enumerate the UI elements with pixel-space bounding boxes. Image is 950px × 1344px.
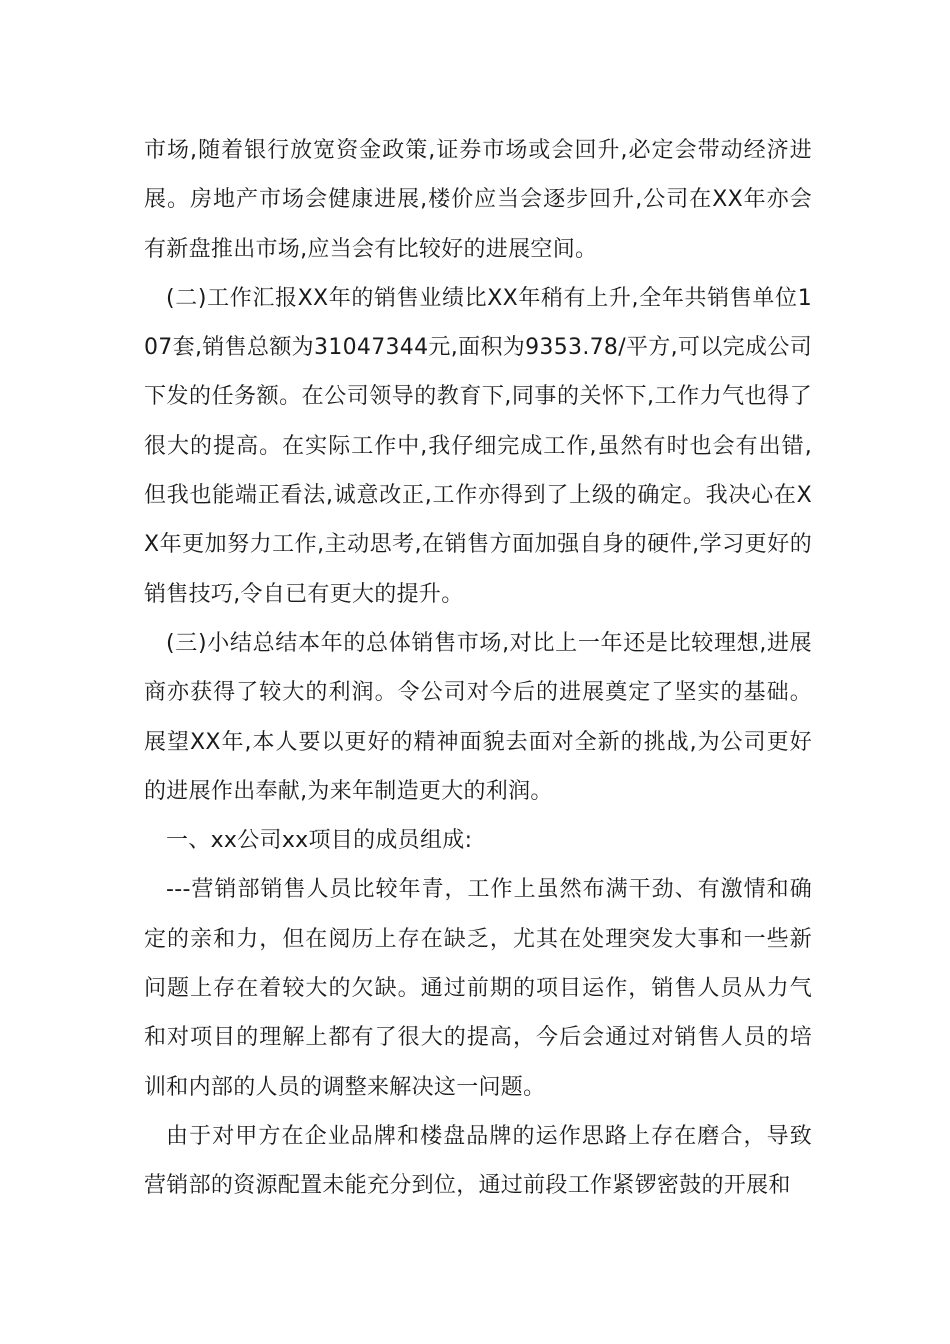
paragraph-brand-operation: 由于对甲方在企业品牌和楼盘品牌的运作思路上存在磨合，导致营销部的资源配置未能充分到位，通过前段工作紧锣密鼓的开展和 bbox=[144, 1123, 812, 1199]
document-body bbox=[144, 126, 812, 1211]
paragraph-sales-staff: ---营销部销售人员比较年青，工作上虽然布满干劲、有激情和确定的亲和力，但在阅历上存在缺乏，尤其在处理突发大事和一些新问题上存在着较大的欠缺。通过前期的项目运作，销售人员从力气和对项目的理解上都有了很大的提高，今后会通过对销售人员的培训和内部的人员的调整来解决这一问题。 bbox=[144, 877, 812, 1100]
paragraph-summary: (三)小结总结本年的总体销售市场,对比上一年还是比较理想,进展商亦获得了较大的利润。令公司对今后的进展奠定了坚实的基础。展望XX年,本人要以更好的精神面貌去面对全新的挑战,为公司更好的进展作出奉献,为来年制造更大的利润。 bbox=[144, 630, 812, 804]
paragraph-market-outlook: 市场,随着银行放宽资金政策,证券市场或会回升,必定会带动经济进展。房地产市场会健康进展,楼价应当会逐步回升,公司在XX年亦会有新盘推出市场,应当会有比较好的进展空间。 bbox=[144, 138, 812, 262]
heading-team-composition: 一、xx公司xx项目的成员组成: bbox=[166, 828, 473, 854]
paragraph-work-report: (二)工作汇报XX年的销售业绩比XX年稍有上升,全年共销售单位107套,销售总额为31047344元,面积为9353.78/平方,可以完成公司下发的任务额。在公司领导的教育下,同事的关怀下,工作力气也得了很大的提高。在实际工作中,我仔细完成工作,虽然有时也会有出错,但我也能端正看法,诚意改正,工作亦得到了上级的确定。我决心在XX年更加努力工作,主动思考,在销售方面加强自身的硬件,学习更好的销售技巧,令自已有更大的提升。 bbox=[144, 285, 812, 607]
